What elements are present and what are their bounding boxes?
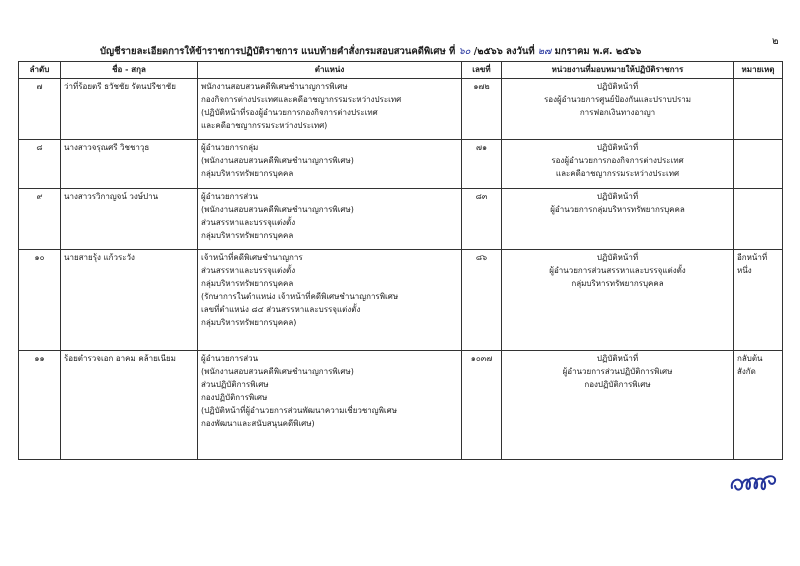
unit-line: ปฏิบัติหน้าที่ <box>596 143 639 152</box>
header-number: เลขที่ <box>462 62 502 79</box>
row-name <box>61 250 198 351</box>
title-date-text: /๒๕๖๖ ลงวันที่ <box>473 46 535 57</box>
row-position <box>198 79 462 140</box>
header-name: ชื่อ - สกุล <box>61 62 198 79</box>
position-line: ส่วนสรรหาและบรรจุแต่งตั้ง <box>201 266 296 275</box>
unit-line: ปฏิบัติหน้าที่ <box>596 354 639 363</box>
row-name <box>61 189 198 250</box>
position-line: (พนักงานสอบสวนคดีพิเศษชำนาญการพิเศษ) <box>201 367 354 376</box>
signature-drawing <box>728 468 780 498</box>
unit-line: ปฏิบัติหน้าที่ <box>596 192 639 201</box>
row-name <box>61 79 198 140</box>
row-number: ๗๑ <box>462 140 502 189</box>
unit-line: ผู้อำนวยการกลุ่มบริหารทรัพยากรบุคคล <box>550 205 685 214</box>
position-line: กลุ่มบริหารทรัพยากรบุคคล <box>201 169 294 178</box>
document-title <box>100 44 750 59</box>
order-number: ๖๐ <box>458 46 471 57</box>
row-remark <box>734 79 783 140</box>
row-name-text: นางสาวจรุณศรี วิชชาวุธ <box>64 143 150 152</box>
unit-line: รองผู้อำนวยการศูนย์ป้องกันและปราบปราม <box>543 95 692 104</box>
title-month-year: มกราคม พ.ศ. ๒๕๖๖ <box>554 46 642 57</box>
title-text: บัญชีรายละเอียดการให้ข้าราชการปฏิบัติราชการ แนบท้ายคำสั่งกรมสอบสวนคดีพิเศษ ที่ <box>100 46 456 57</box>
page-number: ๒ <box>772 36 779 47</box>
row-position <box>198 189 462 250</box>
position-line: เจ้าหน้าที่คดีพิเศษชำนาญการ <box>201 253 303 262</box>
row-no: ๑๑ <box>19 351 61 460</box>
table-row <box>19 351 783 460</box>
table-row <box>19 189 783 250</box>
row-name-text: ร้อยตำรวจเอก อาคม คล้ายเนียม <box>64 354 176 363</box>
position-line: (รักษาการในตำแหน่ง เจ้าหน้าที่คดีพิเศษชำนาญการพิเศษ <box>201 292 399 301</box>
row-unit <box>502 189 734 250</box>
row-number: ๑๗๒ <box>462 79 502 140</box>
row-no: ๙ <box>19 189 61 250</box>
position-line: และคดีอาชญากรรมระหว่างประเทศ) <box>201 121 328 130</box>
row-remark <box>734 140 783 189</box>
row-unit <box>502 351 734 460</box>
row-number: ๘๓ <box>462 189 502 250</box>
position-line: เลขที่ตำแหน่ง ๘๔ ส่วนสรรหาและบรรจุแต่งตั้ง <box>201 305 361 314</box>
row-name-text: นายสายรุ้ง แก้วระวัง <box>64 253 135 262</box>
header-unit: หน่วยงานที่มอบหมายให้ปฏิบัติราชการ <box>502 62 734 79</box>
position-line: (ปฏิบัติหน้าที่รองผู้อำนวยการกองกิจการต่างประเทศ <box>201 108 378 117</box>
unit-line: ผู้อำนวยการส่วนปฏิบัติการพิเศษ <box>562 367 673 376</box>
position-line: ส่วนปฏิบัติการพิเศษ <box>201 380 269 389</box>
unit-line: การฟอกเงินทางอาญา <box>579 108 656 117</box>
row-unit <box>502 250 734 351</box>
header-no: ลำดับ <box>19 62 61 79</box>
row-remark: กลับต้นสังกัด <box>734 351 783 460</box>
unit-line: กองปฏิบัติการพิเศษ <box>584 380 651 389</box>
position-line: ผู้อำนวยการกลุ่ม <box>201 143 259 152</box>
position-line: ผู้อำนวยการส่วน <box>201 354 259 363</box>
row-position <box>198 140 462 189</box>
row-name-text: นางสาวรวิกาญจน์ วงษ์ปาน <box>64 192 159 201</box>
order-day: ๒๗ <box>537 46 552 57</box>
table-row <box>19 250 783 351</box>
row-remark <box>734 189 783 250</box>
table-row <box>19 79 783 140</box>
row-position <box>198 250 462 351</box>
header-position: ตำแหน่ง <box>198 62 462 79</box>
table-header-row <box>19 62 783 79</box>
position-line: กองพัฒนาและสนับสนุนคดีพิเศษ) <box>201 419 315 428</box>
row-name-text: ว่าที่ร้อยตรี ธวัชชัย รัตนปรีชาชัย <box>64 82 176 91</box>
row-no: ๘ <box>19 140 61 189</box>
row-number: ๑๐๓๗ <box>462 351 502 460</box>
unit-line: และคดีอาชญากรรมระหว่างประเทศ <box>555 169 680 178</box>
row-remark: อีกหน้าที่หนึ่ง <box>734 250 783 351</box>
position-line: (พนักงานสอบสวนคดีพิเศษชำนาญการพิเศษ) <box>201 205 354 214</box>
unit-line: ปฏิบัติหน้าที่ <box>596 253 639 262</box>
position-line: ผู้อำนวยการส่วน <box>201 192 259 201</box>
position-line: กลุ่มบริหารทรัพยากรบุคคล) <box>201 318 297 327</box>
row-no: ๑๐ <box>19 250 61 351</box>
unit-line: ผู้อำนวยการส่วนสรรหาและบรรจุแต่งตั้ง <box>549 266 686 275</box>
assignment-table <box>18 61 783 460</box>
row-unit <box>502 140 734 189</box>
row-name <box>61 351 198 460</box>
position-line: ส่วนสรรหาและบรรจุแต่งตั้ง <box>201 218 296 227</box>
header-remark: หมายเหตุ <box>734 62 783 79</box>
position-line: กองปฏิบัติการพิเศษ <box>201 393 268 402</box>
row-no: ๗ <box>19 79 61 140</box>
position-line: กลุ่มบริหารทรัพยากรบุคคล <box>201 231 294 240</box>
row-name <box>61 140 198 189</box>
position-line: กองกิจการต่างประเทศและคดีอาชญากรรมระหว่างประเทศ <box>201 95 402 104</box>
table-row <box>19 140 783 189</box>
unit-line: กลุ่มบริหารทรัพยากรบุคคล <box>571 279 664 288</box>
row-position <box>198 351 462 460</box>
handwritten-signature <box>728 468 780 502</box>
position-line: กลุ่มบริหารทรัพยากรบุคคล <box>201 279 294 288</box>
unit-line: ปฏิบัติหน้าที่ <box>596 82 639 91</box>
row-number: ๘๖ <box>462 250 502 351</box>
row-unit <box>502 79 734 140</box>
position-line: (พนักงานสอบสวนคดีพิเศษชำนาญการพิเศษ) <box>201 156 354 165</box>
position-line: พนักงานสอบสวนคดีพิเศษชำนาญการพิเศษ <box>201 82 348 91</box>
unit-line: รองผู้อำนวยการกองกิจการต่างประเทศ <box>551 156 684 165</box>
position-line: (ปฏิบัติหน้าที่ผู้อำนวยการส่วนพัฒนาความเชี่ยวชาญพิเศษ <box>201 406 397 415</box>
